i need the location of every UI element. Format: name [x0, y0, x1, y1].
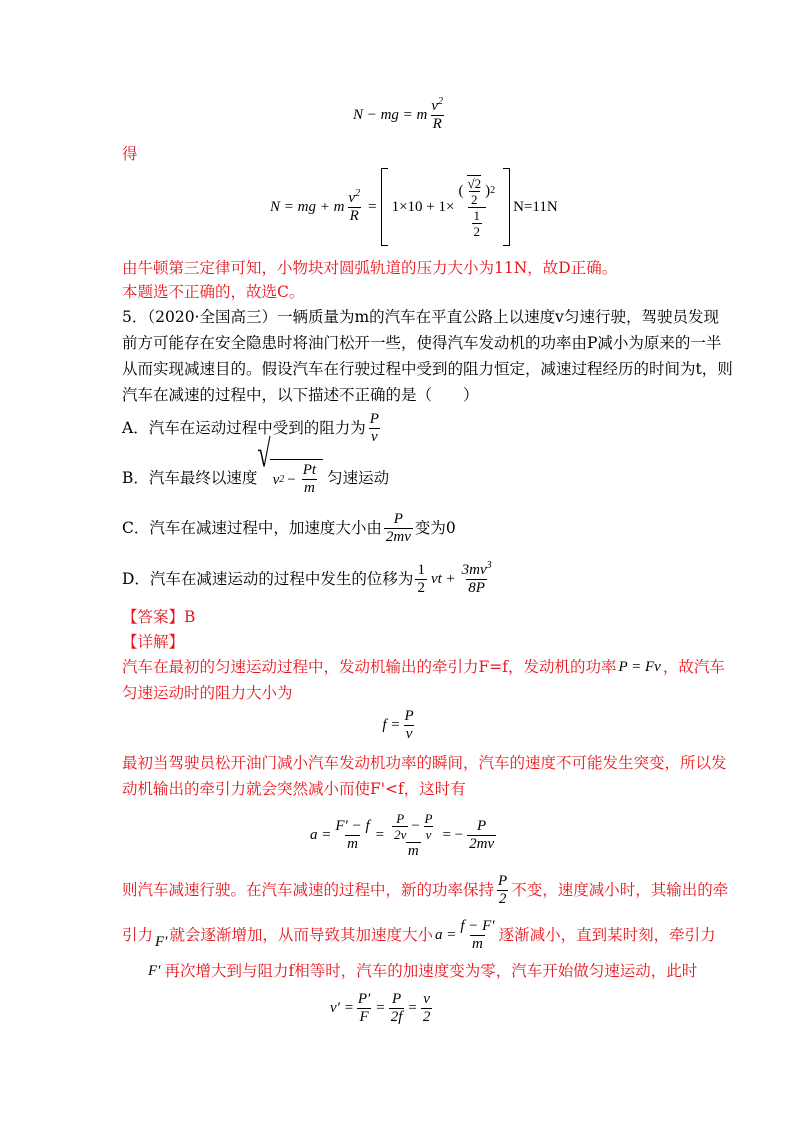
- answer-label: 【答案】B: [122, 608, 196, 626]
- explanation-line5: 则汽车减速行驶。在汽车减速的过程中，新的功率保持 $\frac{P}{2}$ 不变，速度减小时，其输出的牵: [122, 872, 729, 907]
- equation-resistance: f = $\frac{P}{v}$: [382, 708, 414, 742]
- explanation-line7: F′ 再次增大到与阻力f相等时，汽车的加速度变为零，汽车开始做匀速运动，此时: [148, 962, 698, 980]
- equation-acceleration: a = $\frac{F' - f}{m}$ = $\frac{P}{2v}$ − $\frac{P}{v}$ m = − $\frac{P}{2mv}$: [310, 810, 495, 859]
- equation-centripetal: [300, 98, 500, 133]
- equation-normal-force: N = mg + m $\frac{v^2}{R}$ = 1×10 + 1× ( $\frac{√2}{2}$ ) 2 $\frac{1}{2}$ N=11N: [270, 168, 558, 246]
- eq1-fraction: $\frac{v^2}{R}$: [431, 96, 444, 132]
- explanation-line2: 匀速运动时的阻力大小为: [122, 684, 293, 702]
- option-a: A．汽车在运动过程中受到的阻力为 $\frac{P}{v}$: [122, 410, 379, 445]
- question5-line3: 从而实现减速目的。假设汽车在行驶过程中受到的阻力恒定，减速过程经历的时间为t，则: [122, 360, 733, 378]
- option-d: D．汽车在减速运动的过程中发生的位移为 $\frac{1}{2}$ vt + $\frac{3mv^3}{8P}$: [122, 559, 492, 596]
- option-c: C．汽车在减速过程中，加速度大小由 $\frac{P}{2mv}$ 变为0: [122, 510, 456, 545]
- question5-line2: 前方可能存在安全隐患时将油门松开一些，使得汽车发动机的功率由P减小为原来的一半: [122, 334, 722, 352]
- newton-third-law-text: 由牛顿第三定律可知，小物块对圆弧轨道的压力大小为11N，故D正确。: [122, 259, 618, 277]
- explanation-line6: 引力 F′ 就会逐渐增加，从而导致其加速度大小 a = $\frac{f - F'}{m}$ 逐渐减小，直到某时刻，牵引力: [122, 917, 716, 952]
- option-b: B．汽车最终以速度 √ v 2 − $\frac{Pt}{m}$ 匀速运动: [122, 434, 390, 496]
- explanation-line4: 动机输出的牵引力就会突然减小而使F'<f，这时有: [122, 780, 466, 798]
- question5-line4: 汽车在减速的过程中，以下描述不正确的是（ ）: [122, 386, 479, 404]
- detail-label: 【详解】: [122, 633, 185, 651]
- equation-final-speed: v′ = $\frac{P'}{F}$ = $\frac{P}{2f}$ = $\frac{v}{2}$: [330, 990, 431, 1025]
- right-bracket: [503, 168, 510, 246]
- sqrt-expression: √ v 2 − $\frac{Pt}{m}$: [257, 459, 323, 497]
- explanation-line1: 汽车在最初的匀速运动过程中，发动机输出的牵引力F=f，发动机的功率 P = Fv ，故汽车: [122, 658, 725, 676]
- choose-answer-text: 本题选不正确的，故选C。: [122, 283, 305, 301]
- eq1-lhs: N − mg = m: [352, 107, 428, 123]
- label-de: 得: [122, 145, 138, 163]
- left-bracket: [381, 168, 388, 246]
- question5-line1: 5．（2020·全国高三）一辆质量为m的汽车在平直公路上以速度v匀速行驶，驾驶员发现: [122, 308, 719, 326]
- explanation-line3: 最初当驾驶员松开油门减小汽车发动机功率的瞬间，汽车的速度不可能发生突变，所以发: [122, 754, 727, 772]
